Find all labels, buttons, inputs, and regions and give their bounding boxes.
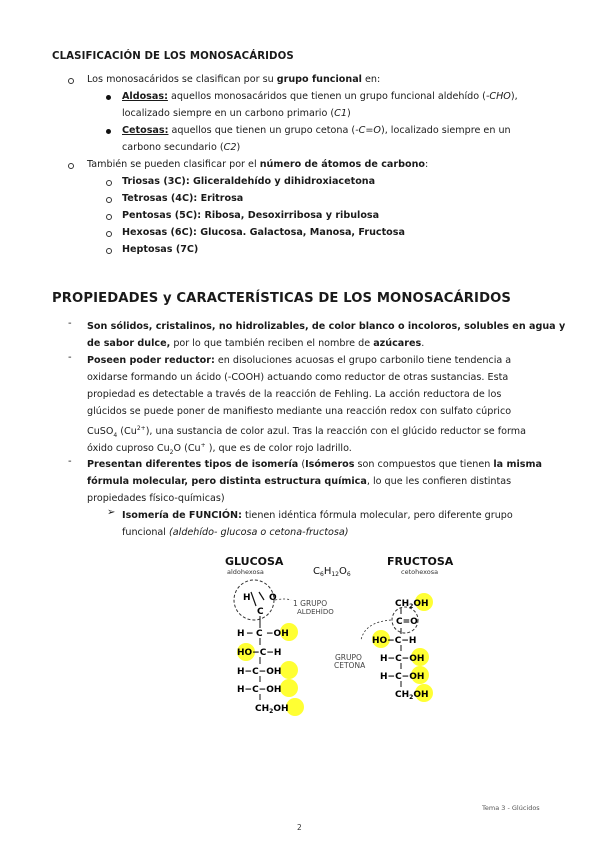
bullet-dash: -: [68, 318, 72, 329]
prop2-line5: CuSO$_4$ $(Cu^{2+})$, una sustancia de color azul. Tras la reacción con el glúcido reductor se forma: [87, 425, 526, 440]
prop2-line1: Poseen poder reductor: en disoluciones acuosas el grupo carbonilo tiene tendencia a: [87, 355, 512, 366]
prop2-line6: óxido cuproso $Cu_2O$ (Cu+ ), que es de color rojo ladrillo.: [87, 442, 352, 457]
grupo-cetona-label-2: CETONA: [334, 661, 366, 670]
svg-text:H−C−OH: H−C−OH: [237, 685, 282, 695]
prop2-line3: propiedad es detectable a través de la reacción de Fehling. La acción reductora de los: [87, 389, 502, 400]
list-item-tetrosas: Tetrosas (4C): Eritrosa: [122, 193, 244, 204]
svg-text:−: −: [246, 629, 254, 639]
grupo-cetona-label-1: GRUPO: [335, 653, 362, 662]
list-item-pentosas: Pentosas (5C): Ribosa, Desoxirribosa y ribulosa: [122, 210, 380, 221]
molecular-formula: $C_6H_{12}O_6$: [313, 566, 351, 578]
svg-text:H: H: [237, 629, 245, 639]
prop3-line3: propiedades físico-químicas): [87, 493, 225, 504]
aldosas-line1: Aldosas: aquellos monosacáridos que tienen un grupo funcional aldehído (-CHO),: [122, 91, 518, 102]
svg-text:HO−C−H: HO−C−H: [372, 636, 417, 646]
grupo-aldehido-label-1: 1 GRUPO: [293, 599, 328, 608]
grupo-aldehido-label-2: ALDEHÍDO: [297, 608, 334, 616]
section-title-clasificacion: CLASIFICACIÓN DE LOS MONOSACÁRIDOS: [52, 51, 294, 62]
aldosas-line2: localizado siempre en un carbono primario (C1): [122, 108, 351, 119]
prop2-line2: oxidarse formando un ácido (-COOH) actuando como reductor de otras sustancias. Esta: [87, 372, 509, 383]
svg-text:C: C: [256, 629, 263, 639]
svg-text:CH2OH: $CH_2OH$: [255, 704, 289, 715]
fructosa-subtitle: cetohexosa: [401, 568, 439, 576]
prop4-line2: funcional (aldehído- glucosa o cetona-fructosa): [122, 527, 349, 538]
svg-text:−OH: −OH: [266, 629, 289, 639]
bullet-circle: [106, 214, 112, 220]
arrow-bullet-icon: ➢: [107, 507, 116, 518]
bullet-circle: [68, 163, 74, 169]
page-number: 2: [297, 823, 302, 832]
classification-intro: Los monosacáridos se clasifican por su grupo funcional en:: [87, 74, 381, 85]
svg-text:H−C−OH: H−C−OH: [237, 667, 282, 677]
bullet-dot: [106, 95, 111, 100]
prop1-line1: Son sólidos, cristalinos, no hidrolizables, de color blanco o incoloros, solubles en agua y: [87, 321, 566, 332]
svg-text:C: C: [257, 607, 264, 617]
glucosa-title: GLUCOSA: [225, 555, 284, 568]
prop3-line1: Presentan diferentes tipos de isomería (Isómeros son compuestos que tienen la misma: [87, 459, 542, 470]
cetosas-line2: carbono secundario (C2): [122, 142, 241, 153]
fructosa-title: FRUCTOSA: [387, 555, 454, 568]
list-item-heptosas: Heptosas (7C): [122, 244, 199, 255]
svg-text:CH2OH: $CH_2OH$: [395, 690, 429, 701]
bullet-circle: [106, 197, 112, 203]
prop2-line4: glúcidos se puede poner de manifiesto mediante una reacción redox con sulfato cúprico: [87, 406, 512, 417]
bullet-circle: [106, 180, 112, 186]
bullet-circle: [106, 248, 112, 254]
list-item-triosas: Triosas (3C): Gliceraldehído y dihidroxiacetona: [122, 176, 376, 187]
bullet-dash: -: [68, 352, 72, 363]
prop4-line1: Isomería de FUNCIÓN: tienen idéntica fórmula molecular, pero diferente grupo: [122, 510, 513, 521]
svg-text:H−C−OH: H−C−OH: [380, 654, 425, 664]
cetosas-line1: Cetosas: aquellos que tienen un grupo cetona (-C=O), localizado siempre en un: [122, 125, 511, 136]
svg-text:H: H: [243, 593, 251, 603]
classification-by-carbon: También se pueden clasificar por el número de átomos de carbono:: [87, 159, 429, 170]
section-title-propiedades: PROPIEDADES y CARACTERÍSTICAS DE LOS MONOSACÁRIDOS: [52, 291, 512, 306]
svg-text:CH2OH: $CH_2OH$: [395, 599, 429, 610]
bullet-circle: [106, 231, 112, 237]
svg-text:HO−C−H: HO−C−H: [237, 648, 282, 658]
list-item-hexosas: Hexosas (6C): Glucosa. Galactosa, Manosa, Fructosa: [122, 227, 405, 238]
glucose-fructose-figure: [215, 548, 455, 720]
svg-text:H−C−OH: H−C−OH: [380, 672, 425, 682]
svg-text:C=O: C=O: [396, 617, 418, 627]
bullet-dash: -: [68, 456, 72, 467]
bullet-dot: [106, 129, 111, 134]
prop1-line2: de sabor dulce, por lo que también reciben el nombre de azúcares.: [87, 338, 425, 349]
prop3-line2: fórmula molecular, pero distinta estructura química, lo que les confieren distintas: [87, 476, 512, 487]
oh-highlight: [280, 661, 298, 679]
svg-text:O: O: [269, 593, 277, 603]
bullet-circle: [68, 78, 74, 84]
footer-doc-title: Tema 3 - Glúcidos: [482, 804, 540, 812]
oh-highlight: [280, 679, 298, 697]
glucosa-subtitle: aldohexosa: [227, 568, 264, 576]
oh-highlight: [286, 698, 304, 716]
